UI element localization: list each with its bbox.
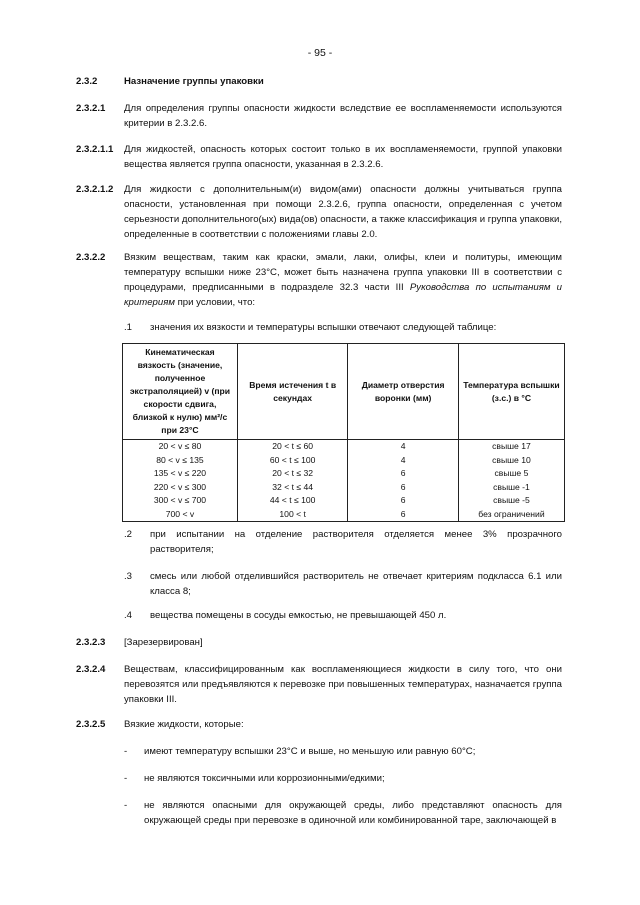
viscosity-table bbox=[122, 343, 565, 522]
cell-flow-time: 20 < t ≤ 32 bbox=[237, 467, 348, 481]
section-number: 2.3.2.1.1 bbox=[76, 144, 114, 155]
section-number: 2.3.2.1.2 bbox=[76, 184, 114, 195]
cell-jet-diameter: 6 bbox=[348, 481, 459, 495]
cell-jet-diameter: 6 bbox=[348, 494, 459, 508]
cell-viscosity: 80 < v ≤ 135 bbox=[123, 454, 238, 468]
cell-viscosity: 135 < v ≤ 220 bbox=[123, 467, 238, 481]
cell-viscosity: 20 < v ≤ 80 bbox=[123, 440, 238, 454]
table-row bbox=[123, 508, 565, 522]
table-row bbox=[123, 440, 565, 454]
table-row bbox=[123, 454, 565, 468]
table-row bbox=[123, 494, 565, 508]
section-title: Назначение группы упаковки bbox=[124, 76, 264, 87]
cell-flow-time: 32 < t ≤ 44 bbox=[237, 481, 348, 495]
table-header-row bbox=[123, 344, 565, 440]
section-number: 2.3.2.2 bbox=[76, 252, 106, 263]
cell-jet-diameter: 4 bbox=[348, 454, 459, 468]
section-text: Для жидкости с дополнительным(и) видом(ами) опасности должны учитываться группа опасности, установленная при помощи 2.3.2.6, группа опасности, определенная с учетом серьезности дополнительного(ых) вида(ов) опасности, а также классификация и группа упаковки, определенные в соответствии с положениями главы 2.0. bbox=[124, 184, 562, 240]
cell-jet-diameter: 6 bbox=[348, 467, 459, 481]
section-number: 2.3.2.5 bbox=[76, 719, 106, 730]
cell-viscosity: 700 < v bbox=[123, 508, 238, 522]
cell-jet-diameter: 6 bbox=[348, 508, 459, 522]
cell-jet-diameter: 4 bbox=[348, 440, 459, 454]
section-text: Для определения группы опасности жидкости вследствие ее воспламеняемости используются критерии в 2.3.2.6. bbox=[124, 103, 562, 129]
section-text: Веществам, классифицированным как воспламеняющиеся жидкости в силу того, что они перевозятся или предъявляются к перевозке при повышенных температурах, назначается группа упаковки III. bbox=[124, 664, 562, 705]
cell-flash-point: свыше 10 bbox=[458, 454, 564, 468]
cell-flow-time: 100 < t bbox=[237, 508, 348, 522]
cell-flow-time: 60 < t ≤ 100 bbox=[237, 454, 348, 468]
section-number: 2.3.2.3 bbox=[76, 637, 106, 648]
cell-flash-point: без ограничений bbox=[458, 508, 564, 522]
manual-title: Руководства по испытаниям и критериям bbox=[124, 282, 563, 308]
page-number: - 95 - bbox=[307, 47, 333, 59]
cell-flash-point: свыше 5 bbox=[458, 467, 564, 481]
cell-flow-time: 44 < t ≤ 100 bbox=[237, 494, 348, 508]
header-flash-point: Температура вспышки (з.с.) в °C bbox=[458, 344, 564, 440]
section-text: Вязким веществам, таким как краски, эмали, лаки, олифы, клеи и политуры, имеющим температуру вспышки ниже 23°C, может быть назначена группа упаковки III в соответствии с процедурами, предписанными в подразделе 32.3 части III Руководства по испытаниям и критериям при условии, что: bbox=[124, 252, 563, 308]
header-flow-time: Время истечения t в секундах bbox=[237, 344, 348, 440]
cell-flash-point: свыше 17 bbox=[458, 440, 564, 454]
cell-flash-point: свыше -5 bbox=[458, 494, 564, 508]
section-number: 2.3.2 bbox=[76, 76, 98, 87]
cell-viscosity: 300 < v ≤ 700 bbox=[123, 494, 238, 508]
section-number: 2.3.2.1 bbox=[76, 103, 106, 114]
section-text: [Зарезервирован] bbox=[124, 637, 203, 648]
section-number: 2.3.2.4 bbox=[76, 664, 106, 675]
section-text: Для жидкостей, опасность которых состоит только в их воспламеняемости, группой упаковки вещества является группа опасности, указанная в 2.3.2.6. bbox=[124, 144, 562, 170]
table-row bbox=[123, 467, 565, 481]
cell-flash-point: свыше -1 bbox=[458, 481, 564, 495]
header-jet-diameter: Диаметр отверстия воронки (мм) bbox=[348, 344, 459, 440]
section-text: Вязкие жидкости, которые: bbox=[124, 719, 244, 730]
table-row bbox=[123, 481, 565, 495]
cell-flow-time: 20 < t ≤ 60 bbox=[237, 440, 348, 454]
header-viscosity: Кинематическая вязкость (значение, полученное экстраполяцией) v (при скорости сдвига, близкой к нулю) мм²/с при 23°C bbox=[123, 344, 238, 440]
cell-viscosity: 220 < v ≤ 300 bbox=[123, 481, 238, 495]
